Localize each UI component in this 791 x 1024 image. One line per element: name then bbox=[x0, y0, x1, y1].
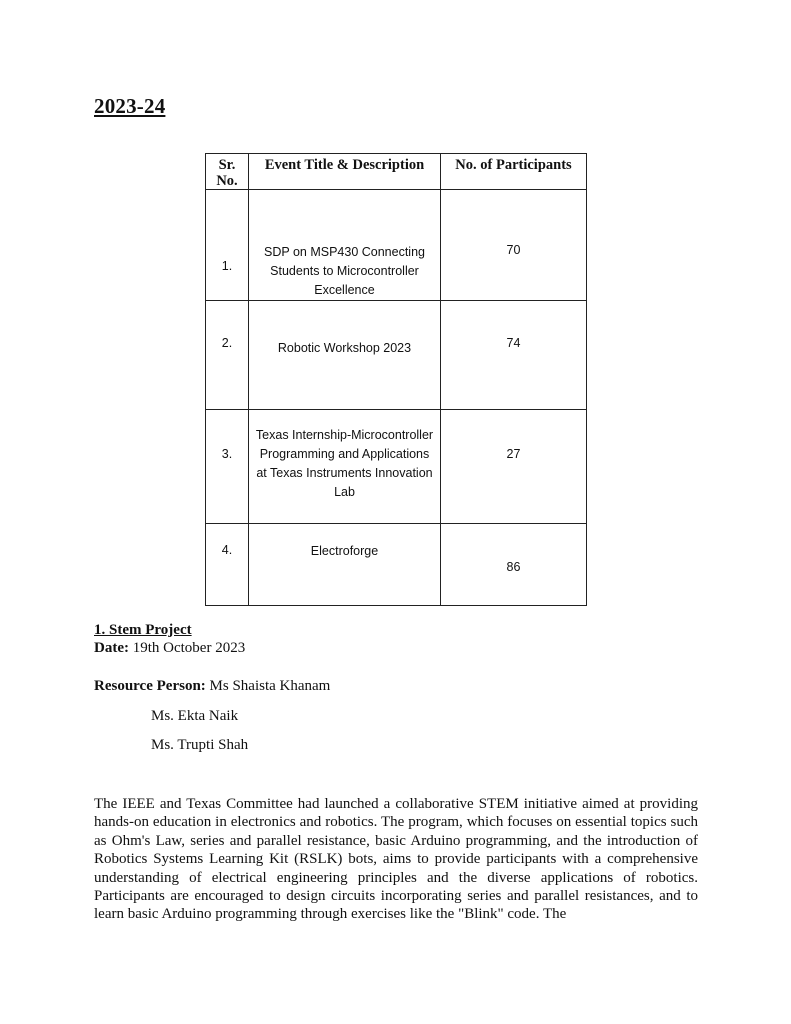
resource-label: Resource Person: bbox=[94, 678, 206, 694]
row-sr-text: 2. bbox=[221, 336, 233, 350]
resource-person-1: Ms Shaista Khanam bbox=[209, 678, 331, 694]
date-label: Date: bbox=[94, 640, 129, 656]
table-row bbox=[206, 410, 587, 524]
events-table bbox=[205, 153, 587, 606]
resource-person-2: Ms. Ekta Naik bbox=[151, 708, 239, 724]
date-value: 19th October 2023 bbox=[132, 640, 246, 656]
row-event-title bbox=[249, 410, 441, 524]
row-participants bbox=[441, 410, 587, 524]
row-count-text: 27 bbox=[506, 447, 521, 461]
row-sr-no bbox=[206, 301, 249, 410]
table-row bbox=[206, 301, 587, 410]
header-participants: No. of Participants bbox=[441, 154, 587, 190]
row-count-text: 74 bbox=[506, 336, 521, 350]
row-event-title bbox=[249, 524, 441, 606]
row-sr-no bbox=[206, 190, 249, 301]
row-event-title bbox=[249, 190, 441, 301]
description-paragraph: The IEEE and Texas Committee had launched a collaborative STEM initiative aimed at providing hands-on education in electronics and robotics. The program, which focuses on essential topics such as Ohm's Law, series and parallel resistance, basic Arduino programming, and the introduction of Robotics Systems Learning Kit (RSLK) bots, aims to provide participants with a comprehensive understanding of electrical engineering principles and the diverse applications of robotics. Participants are encouraged to design circuits incorporating series and parallel resistances, and to learn basic Arduino programming through exercises like the "Blink" code. The bbox=[94, 796, 698, 923]
header-event-title: Event Title & Description bbox=[249, 154, 441, 190]
table-row bbox=[206, 190, 587, 301]
resource-person-line bbox=[94, 678, 330, 695]
row-sr-text: 4. bbox=[221, 543, 233, 557]
row-title-text: Texas Internship-Microcontroller Programming and Applications at Texas Instruments Innovation Lab bbox=[255, 428, 434, 499]
section-title: 1. Stem Project bbox=[94, 622, 192, 638]
row-count-text: 86 bbox=[506, 560, 521, 574]
row-participants bbox=[441, 190, 587, 301]
row-title-text: Robotic Workshop 2023 bbox=[277, 341, 412, 355]
row-title-text: Electroforge bbox=[310, 544, 379, 558]
row-sr-text: 1. bbox=[221, 259, 233, 273]
row-count-text: 70 bbox=[506, 243, 521, 257]
row-participants bbox=[441, 524, 587, 606]
row-participants bbox=[441, 301, 587, 410]
table-header-row bbox=[206, 154, 587, 190]
date-line bbox=[94, 640, 245, 657]
row-sr-text: 3. bbox=[221, 447, 233, 461]
table-row bbox=[206, 524, 587, 606]
row-sr-no bbox=[206, 410, 249, 524]
row-sr-no bbox=[206, 524, 249, 606]
row-event-title bbox=[249, 301, 441, 410]
resource-person-3: Ms. Trupti Shah bbox=[151, 737, 249, 753]
page-heading: 2023-24 bbox=[94, 94, 166, 118]
row-title-text: SDP on MSP430 Connecting Students to Microcontroller Excellence bbox=[264, 245, 425, 297]
header-sr-no: Sr. No. bbox=[206, 154, 249, 190]
